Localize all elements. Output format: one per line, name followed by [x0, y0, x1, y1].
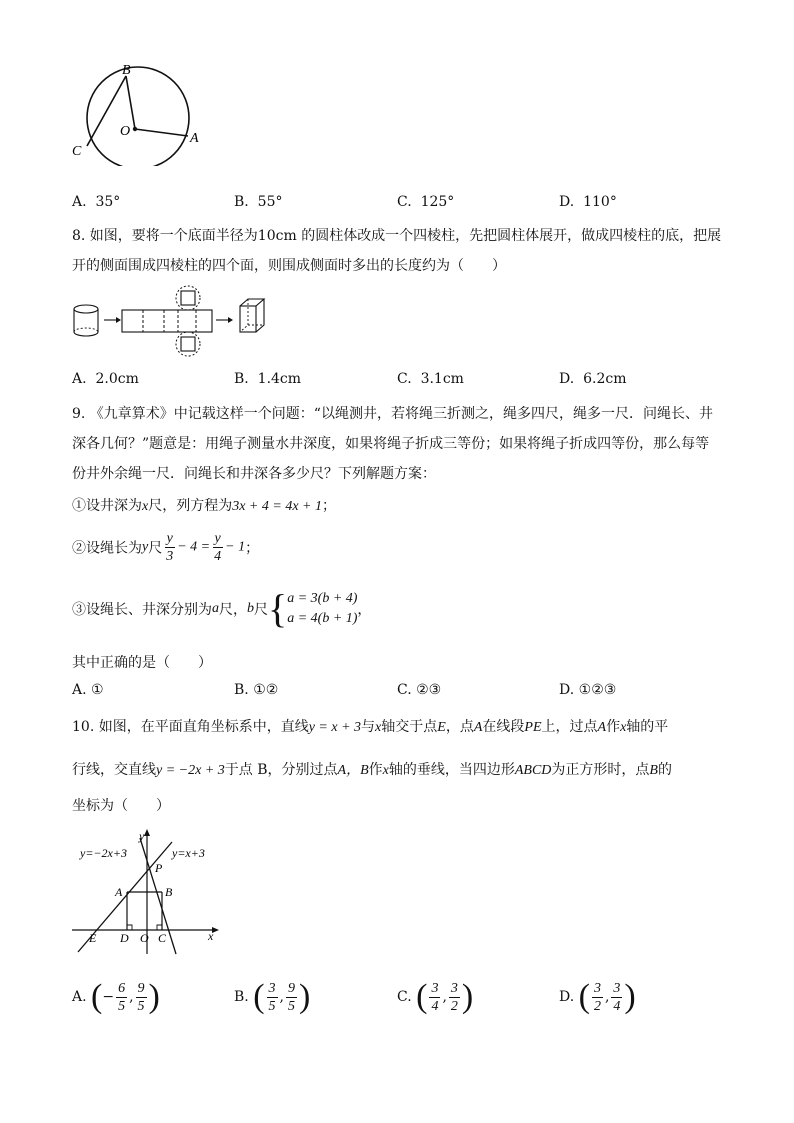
q9-solution-1	[72, 495, 336, 515]
option-text: 125°	[420, 194, 455, 210]
q9-question: 其中正确的是（ ）	[72, 655, 212, 671]
q9-option-b[interactable]	[234, 682, 278, 698]
circle	[87, 67, 189, 166]
q8-option-c[interactable]	[397, 371, 464, 387]
option-letter: A.	[72, 682, 87, 698]
option-letter: A.	[72, 194, 87, 210]
cylinder-top	[74, 305, 98, 313]
option-text: 3.1cm	[420, 371, 464, 387]
label-x: x	[208, 929, 214, 943]
q8-option-a[interactable]	[72, 371, 139, 387]
q8-option-b[interactable]	[234, 371, 301, 387]
label-line-1: y=−2x+3	[80, 846, 127, 860]
label-b: B	[122, 63, 131, 78]
q10-stem-line1: 10. 如图，在平面直角坐标系中，直线y = x + 3与x轴交于点E，点A在线段PE上，过点A作x轴的平	[72, 719, 669, 735]
operator: − 4 =	[177, 539, 211, 555]
q9-stem-line1: 9. 《九章算术》中记载这样一个问题：“以绳测井，若将绳三折测之，绳多四尺，绳多一尺．问绳长、井	[72, 406, 713, 422]
q7-option-d[interactable]	[559, 194, 617, 210]
option-letter: D.	[559, 194, 575, 210]
var: x	[142, 499, 149, 514]
equation: 3x + 4 = 4x + 1	[232, 499, 322, 514]
option-text: ①②	[253, 682, 279, 698]
label-b: B	[165, 885, 173, 899]
fraction-y-over-4: $\frac{y}{4}$	[214, 531, 222, 564]
option-text: 2.0cm	[95, 371, 139, 387]
cylinder-bottom-hidden	[74, 328, 98, 332]
prism-hidden	[240, 299, 248, 332]
option-letter: D.	[559, 371, 575, 387]
text: ③设绳长、井深分别为	[72, 602, 212, 618]
text: 尺	[254, 602, 268, 618]
net-rect	[122, 310, 212, 332]
text: ；	[322, 498, 336, 514]
option-letter: A.	[72, 989, 87, 1005]
q10-stem-line2: 行线，交直线y = −2x + 3于点 B，分别过点A，B作x轴的垂线，当四边形ABCD为正方形时，点B的	[72, 762, 672, 778]
q9-option-c[interactable]	[397, 682, 441, 698]
q8-option-d[interactable]	[559, 371, 626, 387]
y-axis-arrow	[144, 829, 150, 836]
option-letter: B.	[234, 194, 249, 210]
operator: − 1	[225, 539, 246, 555]
option-text: 35°	[95, 194, 121, 210]
option-text: 1.4cm	[257, 371, 302, 387]
q9-solution-2	[72, 530, 259, 565]
net-top-square	[181, 291, 195, 305]
prism-side	[256, 299, 264, 332]
option-text: ①②③	[578, 682, 617, 698]
coordinate-figure	[70, 826, 230, 956]
fraction-y-over-3: $\frac{y}{3}$	[166, 531, 174, 564]
option-text: 110°	[583, 194, 617, 210]
option-letter: D.	[559, 682, 575, 698]
equation: y = x + 3	[308, 720, 362, 735]
net-top-circle	[176, 286, 200, 310]
var: a	[212, 601, 219, 616]
segment-oa	[135, 129, 188, 136]
q7-option-c[interactable]	[397, 194, 454, 210]
segment-bo	[126, 76, 135, 129]
q9-solution-3	[72, 586, 372, 631]
net-bottom-circle	[176, 332, 200, 356]
q9-option-d[interactable]	[559, 682, 616, 698]
net-bottom-square	[181, 337, 195, 351]
text: 尺，	[219, 602, 247, 618]
option-letter: A.	[72, 371, 87, 387]
q10-option-c[interactable]: C. ( $\frac{3}{4}$ , $\frac{3}{2}$ )	[397, 978, 474, 1015]
option-letter: C.	[397, 194, 412, 210]
var: y	[142, 539, 149, 555]
q7-option-a[interactable]	[72, 194, 120, 210]
label-p: P	[155, 861, 163, 875]
q9-stem-line3: 份井外余绳一尺．问绳长和井深各多少尺？下列解题方案：	[72, 466, 436, 482]
label-c: C	[72, 144, 82, 159]
label-a: A	[190, 131, 199, 146]
equation-system: { a = 3(b + 4) a = 4(b + 1)	[268, 586, 358, 631]
label-line-2: y=x+3	[172, 846, 205, 860]
q7-option-b[interactable]	[234, 194, 282, 210]
label-a: A	[115, 885, 123, 899]
right-angle-d	[127, 925, 132, 930]
option-letter: B.	[234, 989, 249, 1005]
q10-stem-line3: 坐标为（ ）	[72, 798, 170, 814]
q10-option-a[interactable]: A. (− $\frac{6}{5}$ , $\frac{9}{5}$ )	[72, 978, 160, 1015]
option-text: ①	[91, 682, 104, 698]
arrow-1-head	[116, 317, 121, 323]
label-c: C	[158, 931, 167, 945]
text: ②设绳长为	[72, 540, 142, 557]
cylinder-bottom	[74, 332, 98, 336]
right-angle-c	[157, 925, 162, 930]
label-d: D	[120, 931, 129, 945]
arrow-2-head	[228, 317, 233, 323]
text: 尺	[148, 540, 163, 557]
q10-option-d[interactable]: D. ( $\frac{3}{2}$ , $\frac{3}{4}$ )	[559, 978, 636, 1015]
equation: y = −2x + 3	[156, 763, 225, 778]
text: ，	[357, 602, 372, 618]
label-o: O	[120, 124, 131, 139]
option-text: 6.2cm	[583, 371, 627, 387]
label-e: E	[89, 931, 97, 945]
q9-option-a[interactable]	[72, 682, 104, 698]
center-point	[133, 127, 137, 131]
var: b	[247, 601, 254, 616]
option-letter: C.	[397, 989, 412, 1005]
system-eq-2: a = 4(b + 1)	[287, 611, 358, 626]
label-y: y	[139, 829, 145, 843]
text: ；	[245, 540, 260, 557]
q8-stem-line1: 8. 如图，要将一个底面半径为10cm 的圆柱体改成一个四棱柱，先把圆柱体展开，做成四棱柱的底，把展	[72, 228, 722, 244]
circle-figure	[66, 60, 216, 166]
option-letter: C.	[397, 371, 412, 387]
option-letter: C.	[397, 682, 412, 698]
q8-stem-line2: 开的侧面围成四棱柱的四个面，则围成侧面时多出的长度约为（ ）	[72, 258, 506, 274]
option-text: ②③	[416, 682, 442, 698]
text: ①设井深为	[72, 498, 142, 514]
option-letter: D.	[559, 989, 575, 1005]
label-o: O	[140, 931, 149, 945]
q10-option-b[interactable]: B. ( $\frac{3}{5}$ , $\frac{9}{5}$ )	[234, 978, 311, 1015]
cylinder-net-figure	[70, 280, 280, 360]
option-text: 55°	[257, 194, 283, 210]
system-eq-1: a = 3(b + 4)	[287, 591, 358, 606]
option-letter: B.	[234, 682, 249, 698]
prism-top	[240, 299, 264, 306]
q9-stem-line2: 深各几何？”题意是：用绳子测量水井深度，如果将绳子折成三等份；如果将绳子折成四等份，那么每等	[72, 436, 710, 452]
text: 尺，列方程为	[148, 498, 233, 514]
option-letter: B.	[234, 371, 249, 387]
